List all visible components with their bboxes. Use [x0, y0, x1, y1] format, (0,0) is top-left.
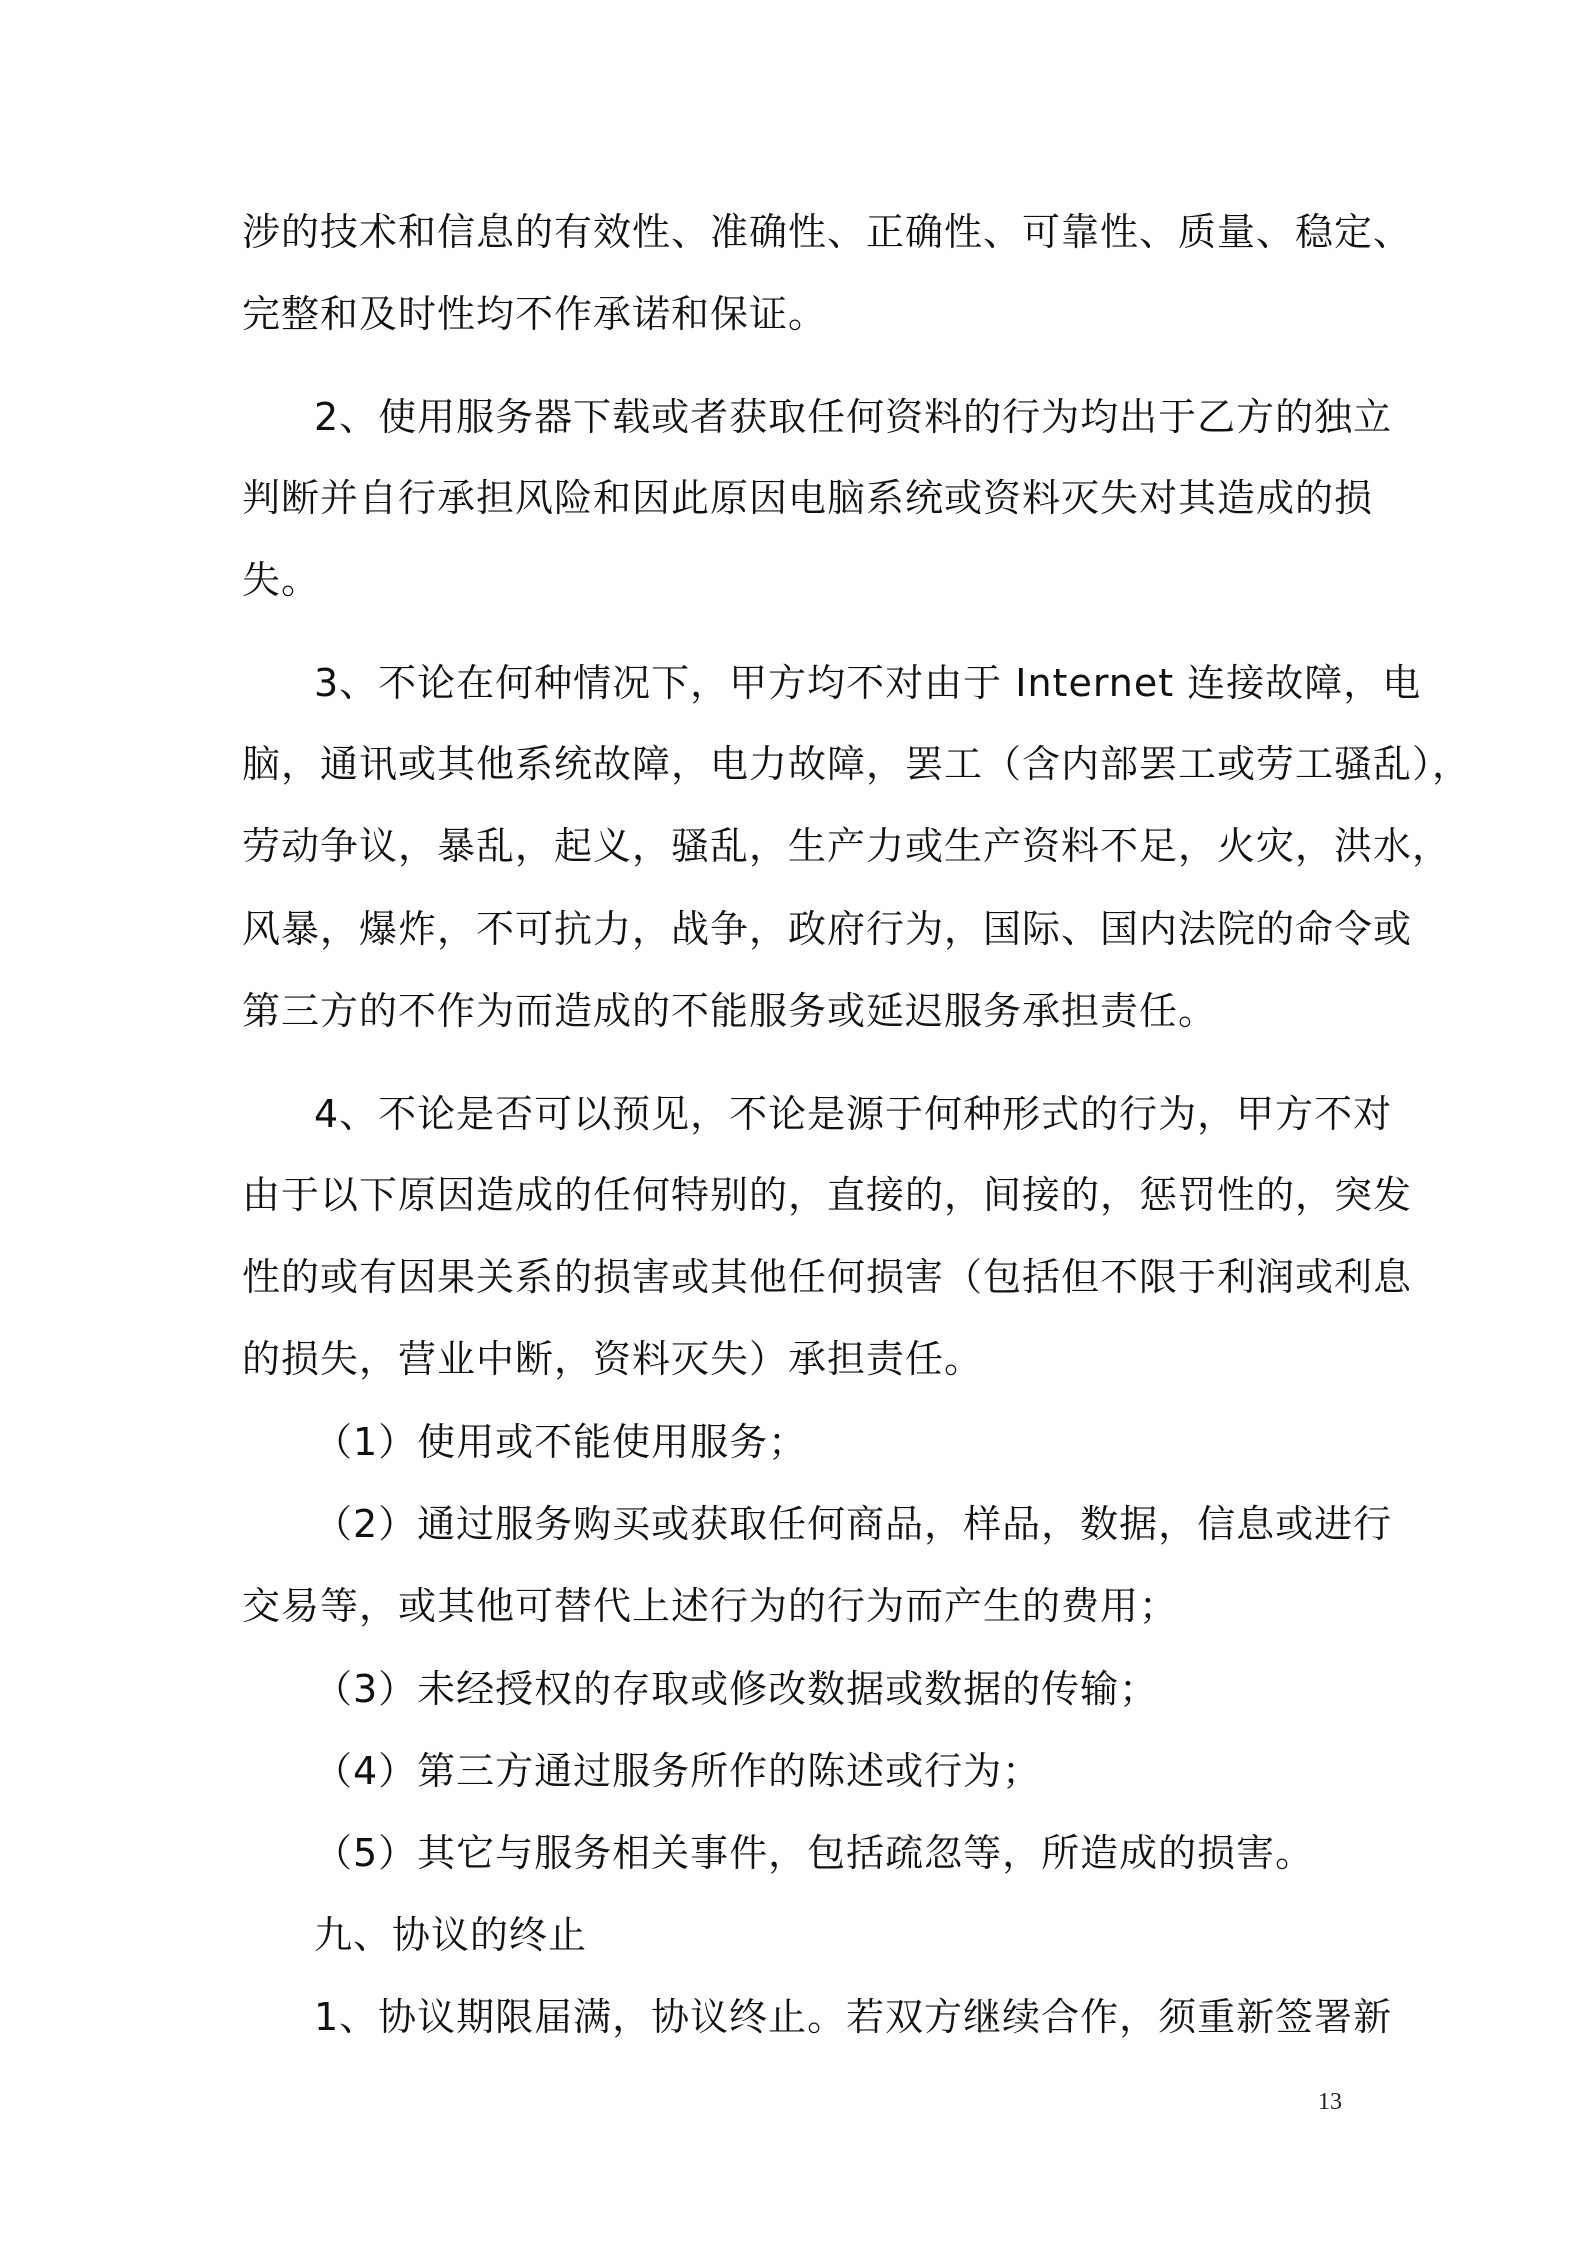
text-line: 的损失，营业中断，资料灭失）承担责任。 [242, 1337, 984, 1381]
text-line: （3）未经授权的存取或修改数据或数据的传输； [314, 1667, 1159, 1711]
text-line: 脑，通讯或其他系统故障，电力故障，罢工（含内部罢工或劳工骚乱）， [242, 742, 1472, 786]
text-line: 失。 [242, 558, 321, 602]
text-line: 性的或有因果关系的损害或其他任何损害（包括但不限于利润或利息 [242, 1255, 1413, 1299]
text-line: 4、不论是否可以预见，不论是源于何种形式的行为，甲方不对 [314, 1092, 1393, 1136]
text-line: 劳动争议，暴乱，起义，骚乱，生产力或生产资料不足，火灾，洪水， [242, 824, 1452, 868]
text-line: （5）其它与服务相关事件，包括疏忽等，所造成的损害。 [314, 1831, 1315, 1875]
page-number: 13 [1318, 2089, 1342, 2115]
text-line: 涉的技术和信息的有效性、准确性、正确性、可靠性、质量、稳定、 [242, 210, 1413, 254]
text-line: 完整和及时性均不作承诺和保证。 [242, 292, 828, 336]
text-line: 由于以下原因造成的任何特别的，直接的，间接的，惩罚性的，突发 [242, 1173, 1413, 1217]
text-line: （2）通过服务购买或获取任何商品，样品，数据，信息或进行 [314, 1502, 1393, 1546]
text-line: 判断并自行承担风险和因此原因电脑系统或资料灭失对其造成的损 [242, 476, 1374, 520]
text-line: 第三方的不作为而造成的不能服务或延迟服务承担责任。 [242, 989, 1218, 1033]
text-line: （4）第三方通过服务所作的陈述或行为； [314, 1749, 1042, 1793]
section-heading: 九、协议的终止 [314, 1913, 588, 1957]
text-line: 1、协议期限届满，协议终止。若双方继续合作，须重新签署新 [314, 1995, 1393, 2039]
text-line: （1）使用或不能使用服务； [314, 1420, 808, 1464]
text-line: 3、不论在何种情况下，甲方均不对由于 Internet 连接故障，电 [314, 661, 1422, 705]
text-line: 风暴，爆炸，不可抗力，战争，政府行为，国际、国内法院的命令或 [242, 907, 1413, 951]
text-line: 2、使用服务器下载或者获取任何资料的行为均出于乙方的独立 [314, 395, 1393, 439]
text-line: 交易等，或其他可替代上述行为的行为而产生的费用； [242, 1584, 1179, 1628]
